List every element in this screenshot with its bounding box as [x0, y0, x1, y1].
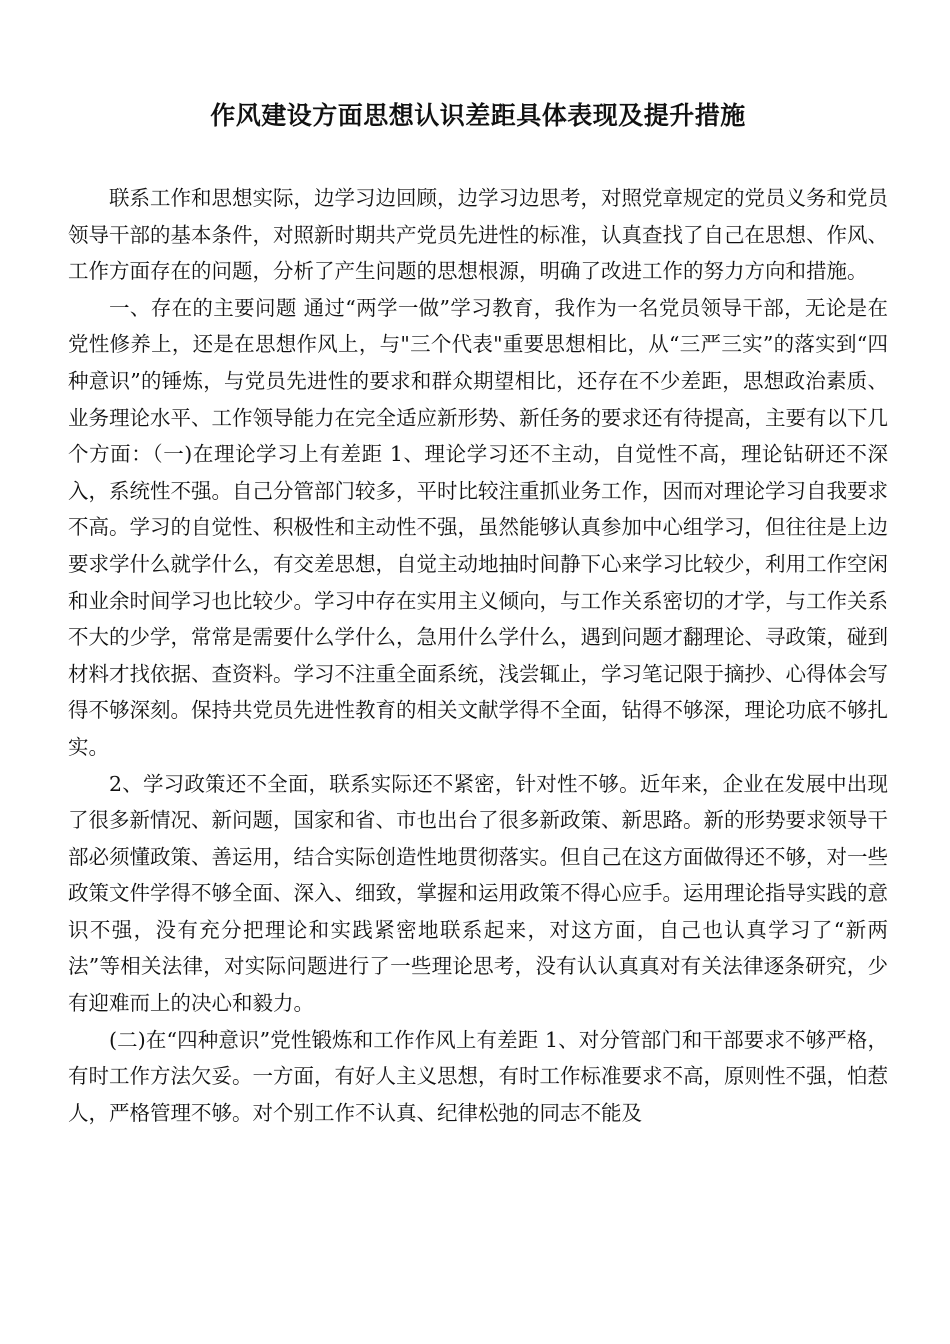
paragraph-policy-study: 2、学习政策还不全面，联系实际还不紧密，针对性不够。近年来，企业在发展中出现了很多新情况、新问题，国家和省、市也出台了很多新政策、新思路。新的形势要求领导干部必须懂政策、善运用，结合实际创造性地贯彻落实。但自己在这方面做得还不够，对一些政策文件学得不够全面、深入、细致，掌握和运用政策不得心应手。运用理论指导实践的意识不强，没有充分把理论和实践紧密地联系起来，对这方面，自己也认真学习了“新两法”等相关法律，对实际问题进行了一些理论思考，没有认认真真对有关法律逐条研究，少有迎难而上的决心和毅力。	[68, 771, 888, 1016]
paragraph-intro: 联系工作和思想实际，边学习边回顾，边学习边思考，对照党章规定的党员义务和党员领导干部的基本条件，对照新时期共产党员先进性的标准，认真查找了自己在思想、作风、工作方面存在的问题，分析了产生问题的思想根源，明确了改进工作的努力方向和措施。	[68, 186, 888, 284]
document-page	[68, 96, 888, 1131]
paragraph-work-style: (二)在“四种意识”党性锻炼和工作作风上有差距 1、对分管部门和干部要求不够严格，有时工作方法欠妥。一方面，有好人主义思想，有时工作标准要求不高，原则性不强，怕惹人，严格管理不够。对个别工作不认真、纪律松弛的同志不能及	[68, 1027, 888, 1125]
paragraph-main-problems: 一、存在的主要问题 通过“两学一做”学习教育，我作为一名党员领导干部，无论是在党性修养上，还是在思想作风上，与"三个代表"重要思想相比，从“三严三实”的落实到“四种意识”的锤炼，与党员先进性的要求和群众期望相比，还存在不少差距，思想政治素质、业务理论水平、工作领导能力在完全适应新形势、新任务的要求还有待提高，主要有以下几个方面：（一)在理论学习上有差距 1、理论学习还不主动，自觉性不高，理论钻研还不深入，系统性不强。自己分管部门较多，平时比较注重抓业务工作，因而对理论学习自我要求不高。学习的自觉性、积极性和主动性不强，虽然能够认真参加中心组学习，但往往是上边要求学什么就学什么，有交差思想，自觉主动地抽时间静下心来学习比较少，利用工作空闲和业余时间学习也比较少。学习中存在实用主义倾向，与工作关系密切的才学，与工作关系不大的少学，常常是需要什么学什么，急用什么学什么，遇到问题才翻理论、寻政策，碰到材料才找依据、查资料。学习不注重全面系统，浅尝辄止，学习笔记限于摘抄、心得体会写得不够深刻。保持共党员先进性教育的相关文献学得不全面，钻得不够深，理论功底不够扎实。	[68, 295, 888, 759]
document-title: 作风建设方面思想认识差距具体表现及提升措施	[210, 101, 746, 130]
